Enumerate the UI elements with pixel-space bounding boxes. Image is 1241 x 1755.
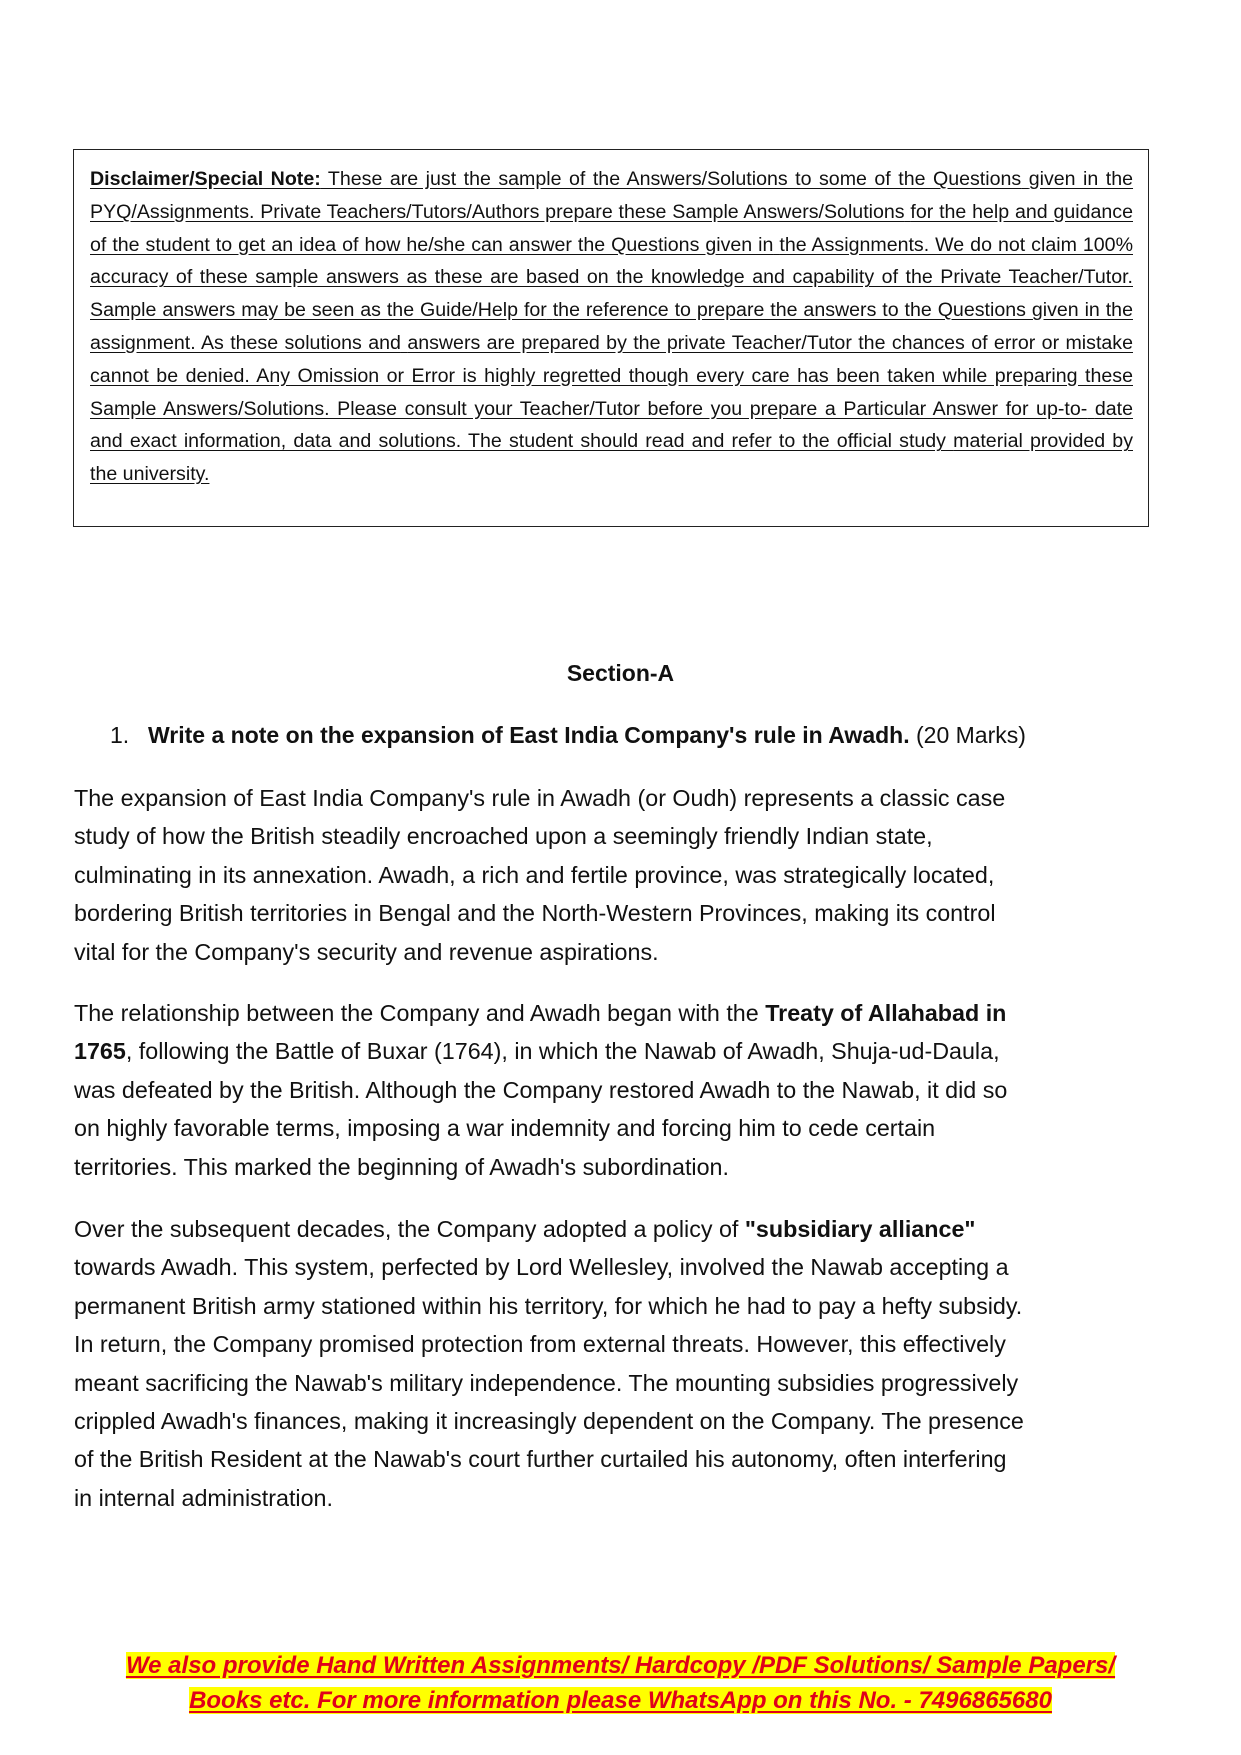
paragraph-line: In return, the Company promised protection from external threats. However, this effectively [74, 1331, 1006, 1358]
paragraph-line: culminating in its annexation. Awadh, a rich and fertile province, was strategically located, [74, 861, 995, 888]
disclaimer-line: the reference to prepare the answers to the Questions given in the assignment. As these solutions and [90, 299, 1133, 354]
promo-footer [0, 1648, 1241, 1718]
paragraph-line [74, 1210, 1174, 1248]
paragraph-line: vital for the Company's security and revenue aspirations. [74, 938, 659, 965]
disclaimer-line: knowledge and capability of the Private Teacher/Tutor. Sample answers may be seen as the Guide/Help for [90, 266, 1133, 322]
disclaimer-line: the Assignments. We do not claim 100% accuracy of these sample answers as these are based on the [90, 233, 1133, 289]
question-heading [110, 720, 1170, 750]
disclaimer-line: for the help and guidance of the student to get an idea of how he/she can answer the Questions given in [90, 200, 1133, 256]
paragraph-line: towards Awadh. This system, perfected by Lord Wellesley, involved the Nawab accepting a [74, 1254, 1009, 1281]
paragraph-line: on highly favorable terms, imposing a war indemnity and forcing him to cede certain [74, 1115, 936, 1142]
paragraph-line: meant sacrificing the Nawab's military independence. The mounting subsidies progressively [74, 1369, 1019, 1396]
disclaimer-line: date and exact information, data and solutions. The student should read and refer to the official study [90, 397, 1133, 453]
paragraph-line [74, 994, 1174, 1032]
paragraph-line [74, 1032, 1174, 1070]
bold-text: 1765 [74, 1038, 126, 1065]
paragraph-line: in internal administration. [74, 1484, 333, 1511]
paragraph-line: was defeated by the British. Although the Company restored Awadh to the Nawab, it did so [74, 1076, 1008, 1103]
promo-line: Books etc. For more information please WhatsApp on this No. - 7496865680 [189, 1687, 1052, 1714]
promo-line: We also provide Hand Written Assignments/ Hardcopy /PDF Solutions/ Sample Papers/ [125, 1652, 1116, 1679]
paragraph-treaty [74, 994, 1174, 1186]
disclaimer-line: These are just the sample of the Answers/Solutions to some of the Questions [320, 168, 1022, 190]
disclaimer-label: Disclaimer/Special Note: [90, 168, 321, 190]
paragraph-line: crippled Awadh's finances, making it increasingly dependent on the Company. The presence [74, 1408, 1024, 1435]
disclaimer-line: Omission or Error is highly regretted though every care has been taken while preparing these Sample [90, 364, 1133, 420]
section-title: Section-A [566, 660, 675, 686]
question-number: 1. [110, 722, 130, 748]
text-run: The relationship between the Company and Awadh began with the [74, 1000, 766, 1026]
paragraph-line: The expansion of East India Company's rule in Awadh (or Oudh) represents a classic case [74, 785, 1006, 811]
paragraph-line: bordering British territories in Bengal and the North-Western Provinces, making its control [74, 900, 996, 927]
bold-text: "subsidiary alliance" [744, 1216, 976, 1242]
paragraph-line: study of how the British steadily encroached upon a seemingly friendly Indian state, [74, 823, 933, 850]
paragraph-intro [74, 779, 1174, 971]
question-text: Write a note on the expansion of East India Company's rule in Awadh. [148, 722, 910, 748]
disclaimer-line: material provided by the university. [90, 430, 1133, 486]
disclaimer-line: given in the PYQ/Assignments. Private Teachers/Tutors/Authors prepare these Sample Answers/Solutions [90, 168, 1134, 223]
disclaimer-line: answers are prepared by the private Teacher/Tutor the chances of error or mistake cannot be denied. Any [90, 331, 1133, 387]
text-run: Over the subsequent decades, the Company adopted a policy of [74, 1216, 745, 1242]
paragraph-line: territories. This marked the beginning of Awadh's subordination. [74, 1153, 729, 1180]
question-marks: (20 Marks) [909, 722, 1026, 748]
paragraph-subsidiary-alliance [74, 1210, 1174, 1517]
disclaimer-line: Answers/Solutions. Please consult your Teacher/Tutor before you prepare a Particular Answer for up-to- [162, 397, 1088, 420]
paragraph-line: of the British Resident at the Nawab's court further curtailed his autonomy, often interfering [74, 1446, 1007, 1473]
text-run: , following the Battle of Buxar (1764), in which the Nawab of Awadh, Shuja-ud-Daula, [125, 1038, 1000, 1065]
bold-text: Treaty of Allahabad in [765, 1000, 1007, 1026]
disclaimer-box [73, 149, 1149, 527]
paragraph-line: permanent British army stationed within his territory, for which he had to pay a hefty subsidy. [74, 1292, 1023, 1319]
